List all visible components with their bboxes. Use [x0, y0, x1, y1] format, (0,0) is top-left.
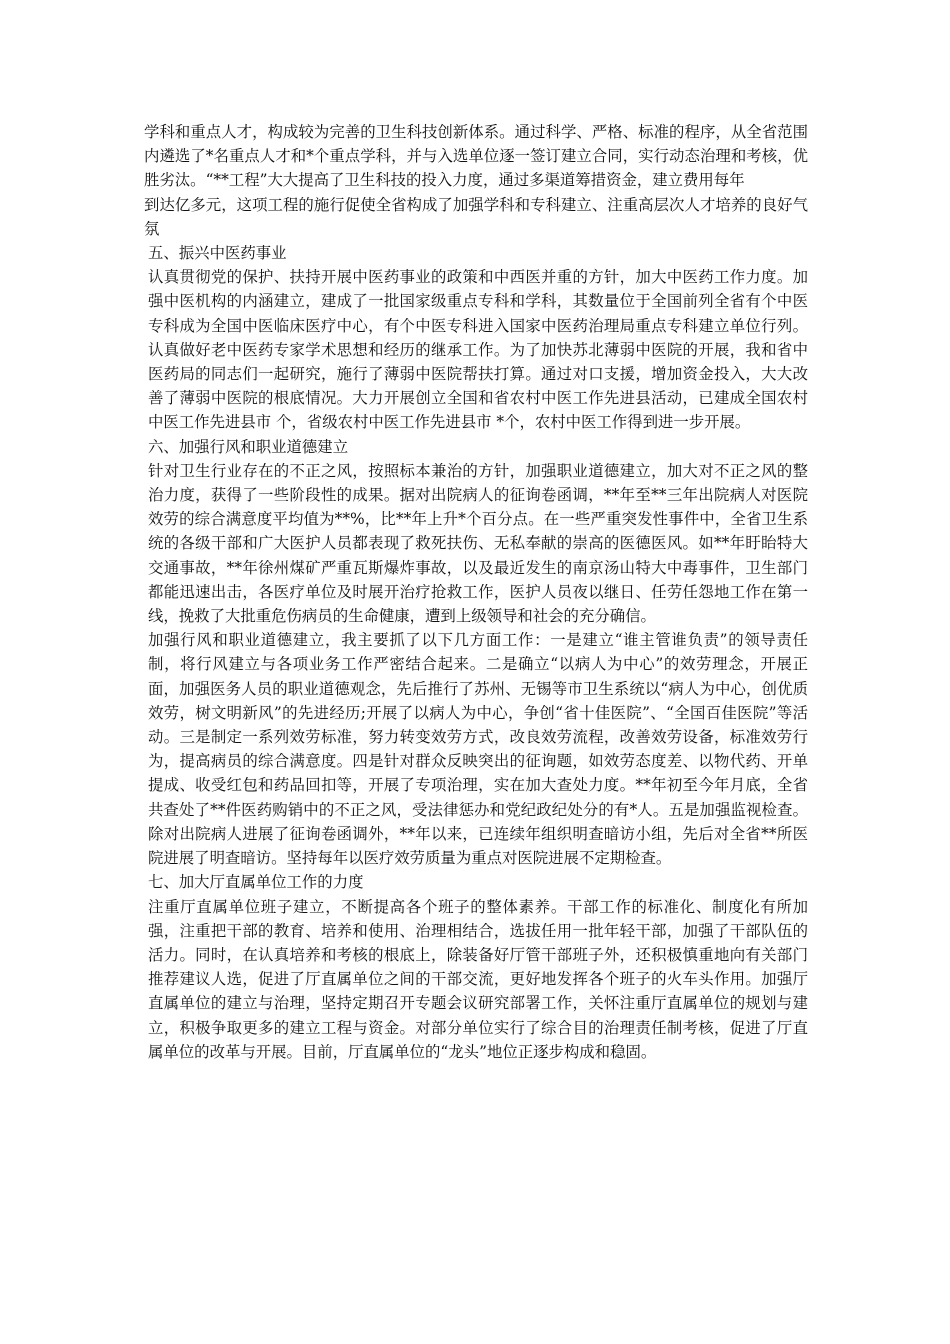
- body-paragraph: 加强行风和职业道德建立，我主要抓了以下几方面工作：一是建立“谁主管谁负责”的领导责任制，将行风建立与各项业务工作严密结合起来。二是确立“以病人为中心”的效劳理念，开展正面，加强医务人员的职业道德观念，先后推行了苏州、无锡等市卫生系统以“病人为中心，创优质效劳，树文明新风”的先进经历;开展了以病人为中心，争创“省十佳医院”、“全国百佳医院”等活动。三是制定一系列效劳标准，努力转变效劳方式，改良效劳流程，改善效劳设备，标准效劳行为，提高病员的综合满意度。四是针对群众反映突出的征询题，如效劳态度差、以物代药、开单提成、收受红包和药品回扣等，开展了专项治理，实在加大查处力度。**年初至今年月底，全省共查处了**件医药购销中的不正之风，受法律惩办和党纪政纪处分的有*人。五是加强监视检查。除对出院病人进展了征询卷函调外，**年以来，已连续年组织明查暗访小组，先后对全省**所医院进展了明查暗访。坚持每年以医疗效劳质量为重点对医院进展不定期检查。: [148, 631, 808, 868]
- document-body: [144, 120, 808, 1064]
- section-heading: 七、加大厅直属单位工作的力度: [148, 873, 364, 892]
- section-heading: 五、振兴中医药事业: [148, 244, 287, 263]
- body-paragraph: 注重厅直属单位班子建立，不断提高各个班子的整体素养。干部工作的标准化、制度化有所加强，注重把干部的教育、培养和使用、治理相结合，选拔任用一批年轻干部，加强了干部队伍的活力。同时，在认真培养和考核的根底上，除装备好厅管干部班子外，还积极慎重地向有关部门推荐建议人选，促进了厅直属单位之间的干部交流，更好地发挥各个班子的火车头作用。加强厅直属单位的建立与治理，坚持定期召开专题会议研究部署工作，关怀注重厅直属单位的规划与建立，积极争取更多的建立工程与资金。对部分单位实行了综合目的治理责任制考核，促进了厅直属单位的改革与开展。目前，厅直属单位的“龙头”地位正逐步构成和稳固。: [148, 897, 808, 1061]
- body-paragraph: 学科和重点人才，构成较为完善的卫生科技创新体系。通过科学、严格、标准的程序，从全省范围内遴选了*名重点人才和*个重点学科，并与入选单位逐一签订建立合同，实行动态治理和考核，优胜劣汰。“**工程”大大提高了卫生科技的投入力度，通过多渠道筹措资金，建立费用每年: [144, 123, 808, 190]
- section-heading: 六、加强行风和职业道德建立: [148, 437, 349, 456]
- body-paragraph: 到达亿多元，这项工程的施行促使全省构成了加强学科和专科建立、注重高层次人才培养的良好气氛: [144, 195, 808, 238]
- body-paragraph: 认真贯彻党的保护、扶持开展中医药事业的政策和中西医并重的方针，加大中医药工作力度。加强中医机构的内涵建立，建成了一批国家级重点专科和学科，其数量位于全国前列全省有个中医专科成为全国中医临床医疗中心，有个中医专科进入国家中医药治理局重点专科建立单位行列。认真做好老中医药专家学术思想和经历的继承工作。为了加快苏北薄弱中医院的开展，我和省中医药局的同志们一起研究，施行了薄弱中医院帮扶打算。通过对口支援，增加资金投入，大大改善了薄弱中医院的根底情况。大力开展创立全国和省农村中医工作先进县活动，已建成全国农村中医工作先进县市 个，省级农村中医工作先进县市 *个，农村中医工作得到进一步开展。: [148, 268, 808, 432]
- body-paragraph: 针对卫生行业存在的不正之风，按照标本兼治的方针，加强职业道德建立，加大对不正之风的整治力度，获得了一些阶段性的成果。据对出院病人的征询卷函调，**年至**三年出院病人对医院效劳的综合满意度平均值为**%，比**年上升*个百分点。在一些严重突发性事件中，全省卫生系统的各级干部和广大医护人员都表现了救死扶伤、无私奉献的崇高的医德医风。如**年盱眙特大交通事故，**年徐州煤矿严重瓦斯爆炸事故，以及最近发生的南京汤山特大中毒事件，卫生部门都能迅速出击，各医疗单位及时展开治疗抢救工作，医护人员夜以继日、任劳任怨地工作在第一线，挽救了大批重危伤病员的生命健康，遭到上级领导和社会的充分确信。: [148, 461, 808, 626]
